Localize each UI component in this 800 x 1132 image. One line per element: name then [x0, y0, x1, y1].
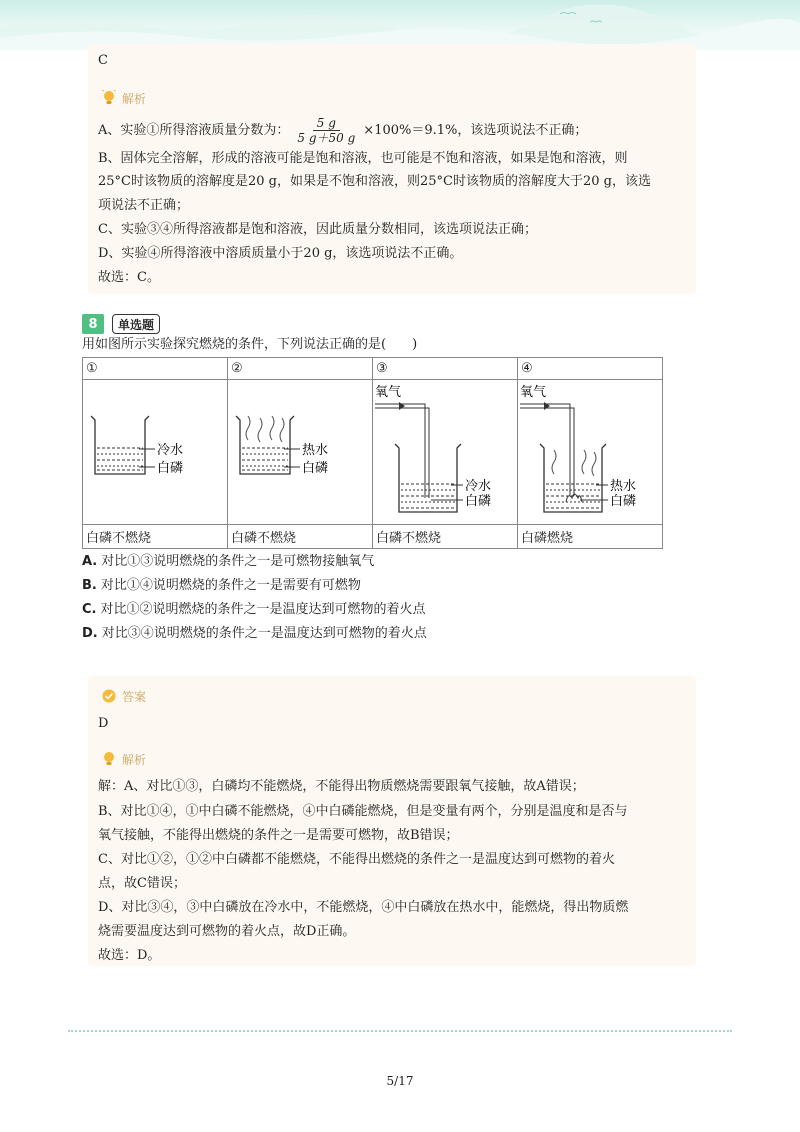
analysis-line-b1: B、固体完全溶解，形成的溶液可能是饱和溶液，也可能是不饱和溶液，如果是饱和溶液，则: [98, 151, 628, 166]
label-hot-water: 热水: [302, 443, 329, 458]
question-header: [82, 314, 160, 334]
solution-line-1: 解：A、对比①③，白磷均不能燃烧，不能得出物质燃烧需要跟氧气接触，故A错误；: [98, 779, 585, 794]
table-header-4: ④: [518, 358, 663, 380]
analysis-choose: 故选：C。: [98, 270, 160, 285]
experiment-figure-2: [228, 380, 373, 525]
option-a-key: A.: [82, 554, 98, 569]
analysis-a-suffix: ×100%＝9.1%，该选项说法不正确；: [363, 123, 588, 138]
option-a[interactable]: [82, 553, 374, 571]
table-result-1: 白磷不燃烧: [83, 525, 228, 549]
label-hot-water: 热水: [610, 479, 637, 494]
question-stem: 用如图所示实验探究燃烧的条件，下列说法正确的是( ): [82, 337, 418, 352]
fraction: [293, 116, 359, 145]
analysis-tag: [102, 89, 146, 107]
lightbulb-icon: [102, 751, 116, 767]
solution-line-7: 烧需要温度达到可燃物的着火点，故D正确。: [98, 924, 356, 939]
analysis-line-b3: 项说法不正确；: [98, 198, 190, 213]
beaker-icon: [373, 380, 517, 520]
beaker-icon: [518, 380, 662, 520]
option-c-text: 对比①②说明燃烧的条件之一是温度达到可燃物的着火点: [100, 602, 426, 617]
experiment-figure-4: [518, 380, 663, 525]
analysis-a-prefix: A、实验①所得溶液质量分数为：: [98, 123, 290, 138]
label-white-phosphorus: 白磷: [302, 461, 329, 476]
solution-line-4: C、对比①②，①②中白磷都不能燃烧，不能得出燃烧的条件之一是温度达到可燃物的着火: [98, 852, 615, 867]
fraction-numerator: 5 g: [313, 116, 340, 131]
footer-divider: [68, 1030, 732, 1032]
table-header-3: ③: [373, 358, 518, 380]
solution-line-3: 氧气接触，不能得出燃烧的条件之一是需要可燃物，故B错误；: [98, 828, 459, 843]
label-white-phosphorus: 白磷: [610, 494, 637, 509]
option-a-text: 对比①③说明燃烧的条件之一是可燃物接触氧气: [101, 554, 375, 569]
experiment-figure-1: [83, 380, 228, 525]
table-result-3: 白磷不燃烧: [373, 525, 518, 549]
option-c[interactable]: [82, 601, 426, 619]
analysis-line-c: C、实验③④所得溶液都是饱和溶液，因此质量分数相同，该选项说法正确；: [98, 222, 537, 237]
analysis-line-d: D、实验④所得溶液中溶质质量小于20 g，该选项说法不正确。: [98, 246, 463, 261]
question-number: 8: [82, 314, 104, 334]
beaker-icon: [83, 380, 227, 520]
solution-line-6: D、对比③④，③中白磷放在冷水中，不能燃烧，④中白磷放在热水中，能燃烧，得出物质燃: [98, 900, 629, 915]
option-c-key: C.: [82, 602, 97, 617]
solution-analysis-tag: [102, 750, 146, 768]
solution-answer: D: [98, 716, 109, 731]
previous-answer: C: [98, 53, 108, 68]
fraction-denominator: 5 g＋50 g: [297, 131, 356, 145]
table-header-2: ②: [228, 358, 373, 380]
experiment-table: [82, 357, 663, 549]
option-d-key: D.: [82, 626, 98, 641]
page-number: 5/17: [386, 1074, 414, 1088]
analysis-line-b2: 25°C时该物质的溶解度是20 g，如果是不饱和溶液，则25°C时该物质的溶解度大于20 g，该选: [98, 174, 651, 189]
label-cold-water: 冷水: [157, 443, 184, 458]
option-b[interactable]: [82, 577, 361, 595]
check-circle-icon: [102, 689, 116, 703]
option-d-text: 对比③④说明燃烧的条件之一是温度达到可燃物的着火点: [101, 626, 427, 641]
experiment-figure-3: [373, 380, 518, 525]
question-type-badge: 单选题: [112, 314, 160, 334]
beaker-icon: [228, 380, 372, 520]
answer-tag: [102, 687, 146, 705]
lightbulb-icon: [102, 90, 116, 106]
analysis-label: 解析: [122, 91, 147, 106]
solution-analysis-label: 解析: [122, 752, 147, 767]
answer-label: 答案: [122, 689, 147, 704]
table-header-1: ①: [83, 358, 228, 380]
solution-line-5: 点，故C错误；: [98, 876, 186, 891]
header-banner: [0, 0, 800, 50]
table-result-4: 白磷燃烧: [518, 525, 663, 549]
label-white-phosphorus: 白磷: [157, 461, 184, 476]
option-b-text: 对比①④说明燃烧的条件之一是需要有可燃物: [100, 578, 361, 593]
label-white-phosphorus: 白磷: [465, 494, 492, 509]
label-oxygen: 氧气: [375, 385, 402, 400]
option-d[interactable]: [82, 625, 427, 643]
analysis-line-a: [98, 116, 587, 145]
label-cold-water: 冷水: [465, 479, 492, 494]
solution-line-2: B、对比①④，①中白磷不能燃烧，④中白磷能燃烧，但是变量有两个，分别是温度和是否与: [98, 804, 628, 819]
option-b-key: B.: [82, 578, 97, 593]
table-result-2: 白磷不燃烧: [228, 525, 373, 549]
solution-line-8: 故选：D。: [98, 948, 161, 963]
label-oxygen: 氧气: [520, 385, 547, 400]
